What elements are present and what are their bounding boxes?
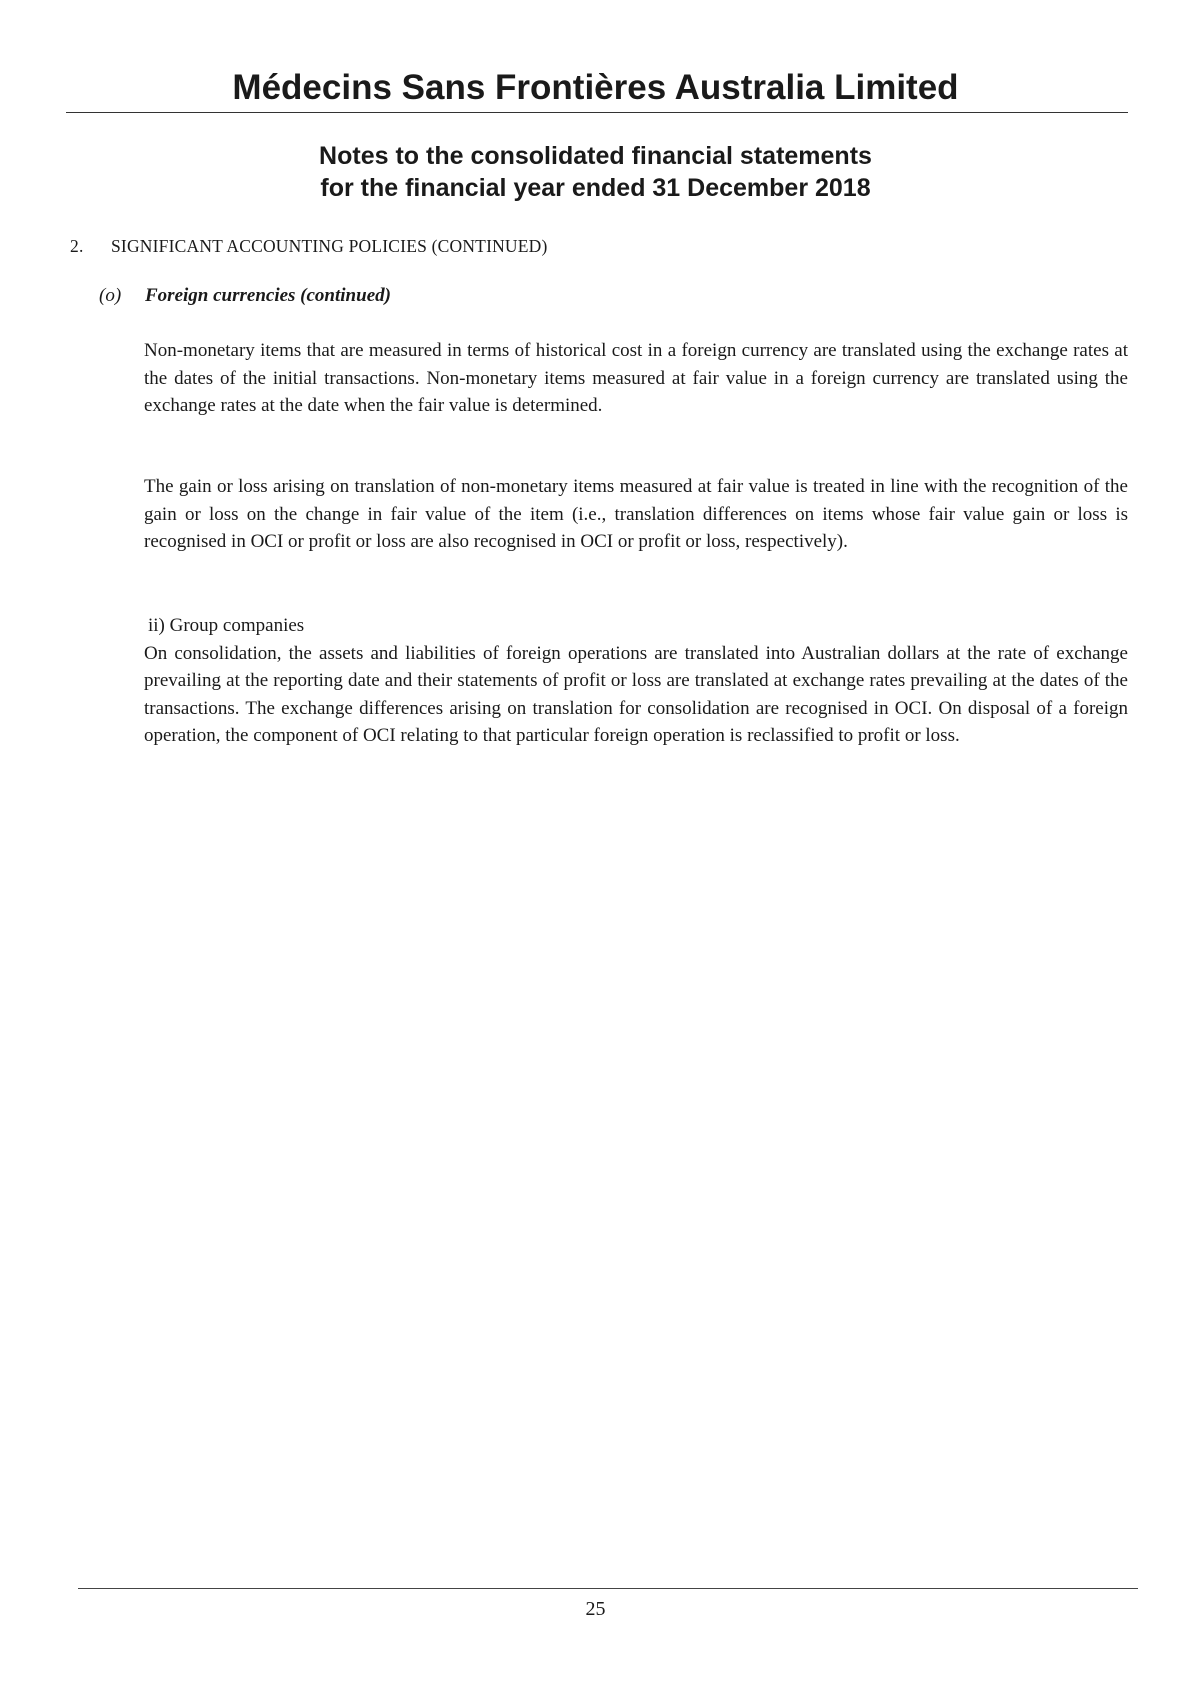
group-companies-block bbox=[144, 612, 1128, 750]
subtitle-line-1: Notes to the consolidated financial statements bbox=[319, 142, 872, 170]
group-companies-text: On consolidation, the assets and liabilities of foreign operations are translated into Australian dollars at the rate of exchange prevailing at the reporting date and their statements of profit or loss are translated at exchange rates prevailing at the dates of the transactions. The exchange differences arising on translation for consolidation are recognised in OCI. On disposal of a foreign operation, the component of OCI relating to that particular foreign operation is reclassified to profit or loss. bbox=[144, 642, 1128, 746]
document-subtitle bbox=[0, 140, 1191, 204]
footer-rule bbox=[78, 1588, 1138, 1589]
subsection-heading bbox=[99, 283, 391, 309]
paragraph-non-monetary-items: Non-monetary items that are measured in terms of historical cost in a foreign currency are translated using the exchange rates at the dates of the initial transactions. Non-monetary items measured at fair value in a foreign currency are translated using the exchange rates at the date when the fair value is determined. bbox=[144, 340, 1128, 416]
section-heading bbox=[70, 234, 548, 258]
subsection-marker: (o) bbox=[99, 285, 122, 306]
section-title: SIGNIFICANT ACCOUNTING POLICIES (CONTINUED) bbox=[111, 236, 548, 256]
subtitle-line-2: for the financial year ended 31 December 2018 bbox=[320, 174, 871, 202]
company-name: Médecins Sans Frontières Australia Limited bbox=[232, 68, 959, 107]
paragraph-gain-or-loss: The gain or loss arising on translation of non-monetary items measured at fair value is treated in line with the recognition of the gain or loss on the change in fair value of the item (i.e., translation differences on items whose fair value gain or loss is recognised in OCI or profit or loss are also recognised in OCI or profit or loss, respectively). bbox=[144, 476, 1128, 552]
page-number: 25 bbox=[585, 1598, 606, 1620]
header-rule bbox=[66, 112, 1128, 113]
group-companies-heading: ii) Group companies bbox=[148, 615, 305, 636]
section-number: 2. bbox=[70, 236, 84, 256]
subsection-title: Foreign currencies (continued) bbox=[145, 285, 391, 306]
